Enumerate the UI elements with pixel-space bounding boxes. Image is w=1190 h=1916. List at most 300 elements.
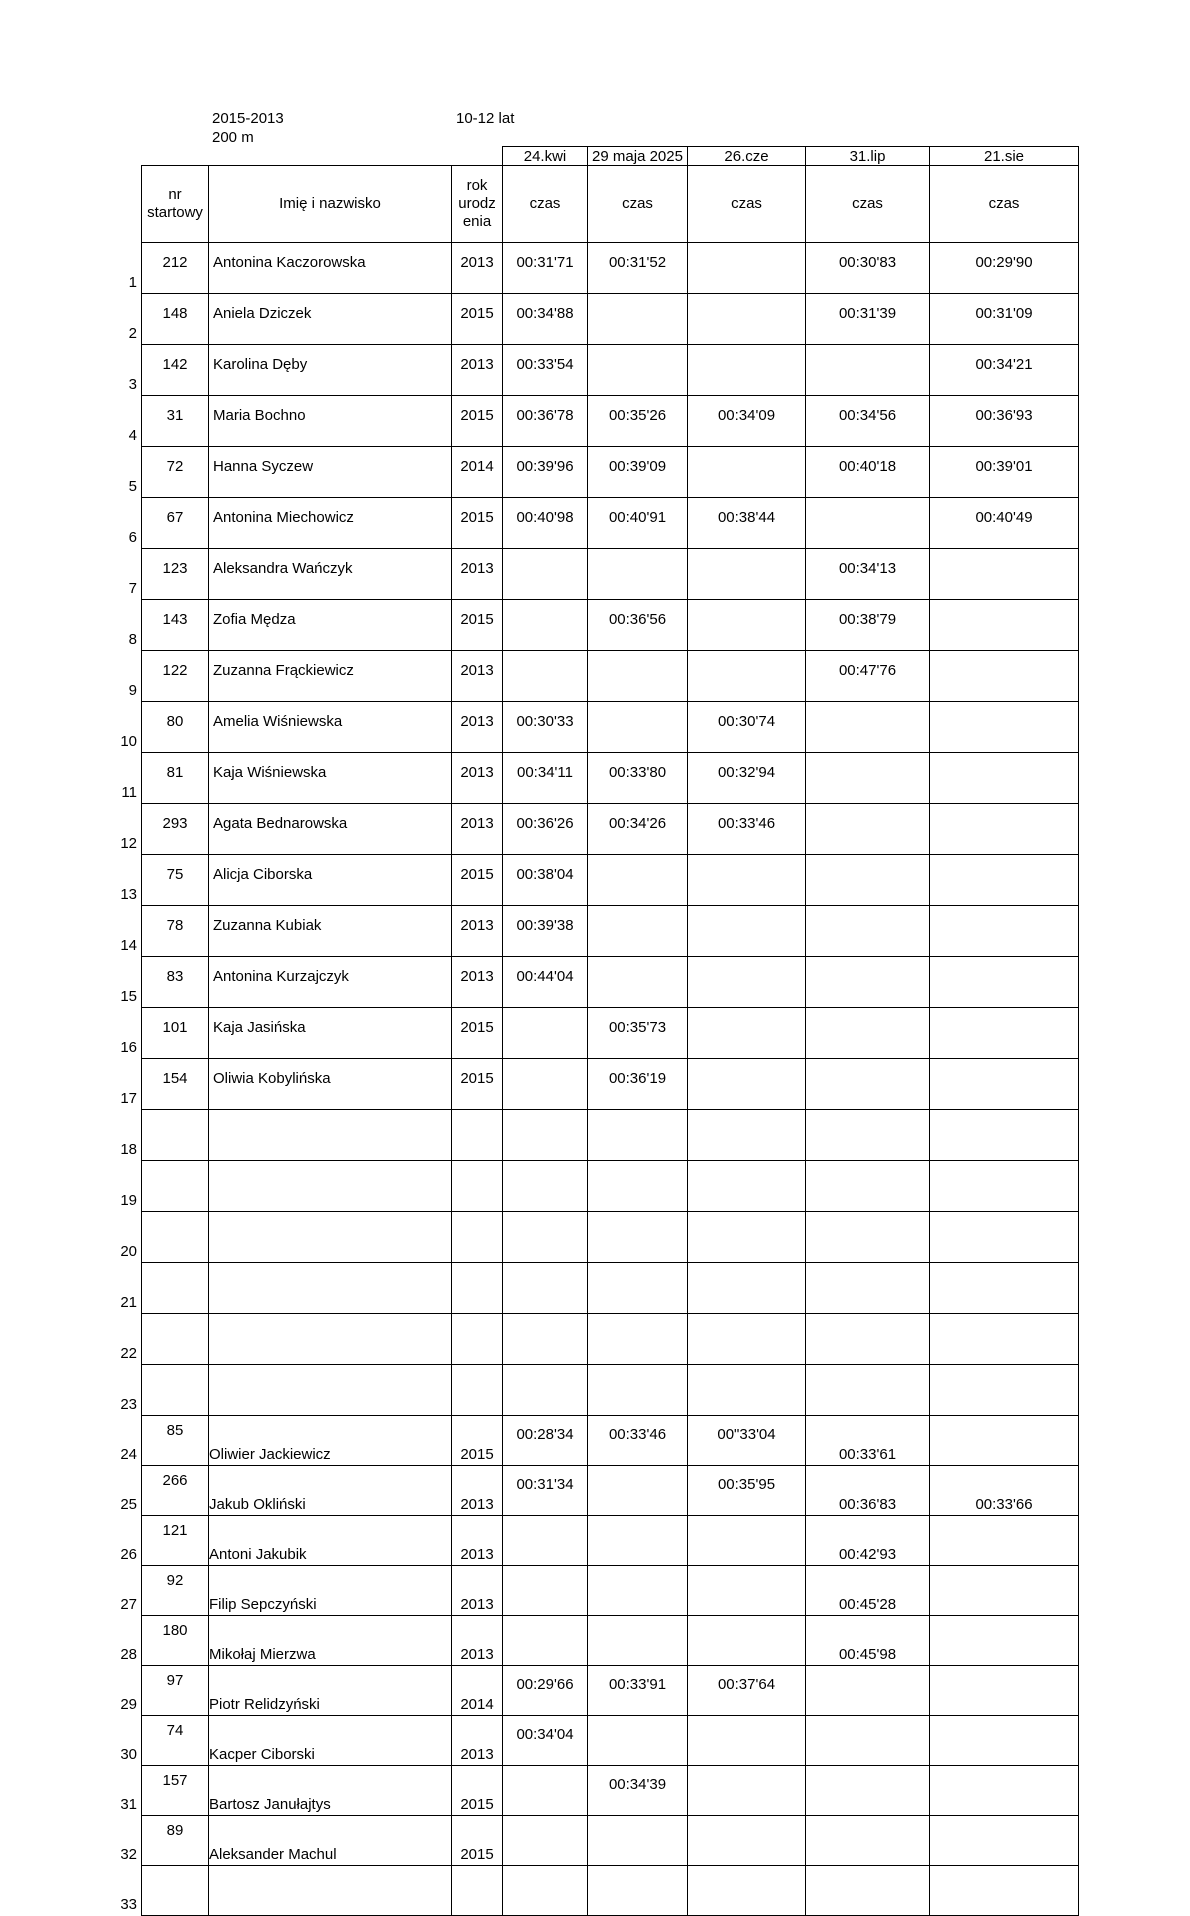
athlete-name: Kaja Jasińska xyxy=(209,1008,452,1059)
result-time: 00:40'98 xyxy=(503,498,588,549)
result-time xyxy=(688,447,806,498)
result-time xyxy=(503,1110,588,1161)
row-number: 27 xyxy=(120,1595,137,1613)
row-number: 28 xyxy=(120,1645,137,1663)
table-row xyxy=(141,1616,1079,1666)
result-time xyxy=(806,1314,930,1365)
birth-year xyxy=(452,1314,503,1365)
result-time xyxy=(688,957,806,1008)
result-time xyxy=(930,702,1079,753)
row-number-cell xyxy=(120,1365,142,1416)
result-time: 00:33'80 xyxy=(588,753,688,804)
birth-year: 2015 xyxy=(452,1816,503,1866)
result-time: 00:47'76 xyxy=(806,651,930,702)
birth-year: 2013 xyxy=(452,1516,503,1566)
birth-year: 2013 xyxy=(452,651,503,702)
result-time xyxy=(806,1161,930,1212)
athlete-name: Amelia Wiśniewska xyxy=(209,702,452,753)
time-header: czas xyxy=(503,166,588,243)
start-number: 157 xyxy=(142,1766,209,1816)
start-number xyxy=(142,1314,209,1365)
birth-year: 2015 xyxy=(452,1416,503,1466)
result-time xyxy=(503,1365,588,1416)
start-number: 293 xyxy=(142,804,209,855)
start-number: 121 xyxy=(142,1516,209,1566)
table-row xyxy=(141,1516,1079,1566)
birth-year: 2013 xyxy=(452,243,503,294)
result-time xyxy=(588,294,688,345)
result-time: 00:34'39 xyxy=(588,1766,688,1816)
result-time xyxy=(503,1314,588,1365)
birth-year: 2013 xyxy=(452,804,503,855)
result-time: 00:34'88 xyxy=(503,294,588,345)
result-time xyxy=(930,855,1079,906)
result-time xyxy=(503,1263,588,1314)
result-time xyxy=(806,957,930,1008)
result-time xyxy=(930,1008,1079,1059)
start-number: 89 xyxy=(142,1816,209,1866)
row-number-cell xyxy=(120,1616,142,1666)
result-time: 00:45'98 xyxy=(806,1616,930,1666)
time-header: czas xyxy=(688,166,806,243)
row-number-cell xyxy=(128,345,142,396)
row-number: 23 xyxy=(120,1395,137,1413)
result-time xyxy=(930,651,1079,702)
row-number: 21 xyxy=(120,1293,137,1311)
result-time: 00:35'26 xyxy=(588,396,688,447)
row-number-cell xyxy=(120,957,142,1008)
result-time: 00:29'66 xyxy=(503,1666,588,1716)
result-time: 00:29'90 xyxy=(930,243,1079,294)
result-time: 00:28'34 xyxy=(503,1416,588,1466)
birth-year: 2015 xyxy=(452,396,503,447)
row-number-cell xyxy=(120,1666,142,1716)
start-number: 212 xyxy=(142,243,209,294)
result-time xyxy=(688,600,806,651)
birth-year: 2015 xyxy=(452,1059,503,1110)
result-time xyxy=(806,1263,930,1314)
athlete-name: Kacper Ciborski xyxy=(209,1716,452,1766)
start-number: 75 xyxy=(142,855,209,906)
result-time: 00:31'39 xyxy=(806,294,930,345)
result-time: 00:36'78 xyxy=(503,396,588,447)
row-number-cell xyxy=(120,1059,142,1110)
table-row xyxy=(141,600,1079,651)
result-time xyxy=(503,1766,588,1816)
time-header: czas xyxy=(930,166,1079,243)
row-number: 7 xyxy=(128,579,137,597)
result-time xyxy=(930,804,1079,855)
row-number-cell xyxy=(128,447,142,498)
result-time xyxy=(930,1263,1079,1314)
result-time xyxy=(688,1516,806,1566)
row-number-cell xyxy=(121,753,142,804)
result-time: 00:38'04 xyxy=(503,855,588,906)
result-time: 00"33'04 xyxy=(688,1416,806,1466)
table-row xyxy=(141,1008,1079,1059)
result-time xyxy=(503,1008,588,1059)
start-number: 143 xyxy=(142,600,209,651)
start-number: 101 xyxy=(142,1008,209,1059)
result-time: 00:35'73 xyxy=(588,1008,688,1059)
result-time xyxy=(806,1212,930,1263)
result-time xyxy=(930,906,1079,957)
athlete-name: Piotr Relidzyński xyxy=(209,1666,452,1716)
row-number: 10 xyxy=(120,732,137,750)
years-range-label: 2015-2013 xyxy=(212,110,284,127)
result-time xyxy=(688,651,806,702)
start-number xyxy=(142,1161,209,1212)
athlete-name: Filip Sepczyński xyxy=(209,1566,452,1616)
result-time xyxy=(930,1866,1079,1916)
result-time xyxy=(688,1212,806,1263)
result-time: 00:40'91 xyxy=(588,498,688,549)
row-number: 31 xyxy=(120,1795,137,1813)
result-time xyxy=(930,1766,1079,1816)
athlete-name: Oliwier Jackiewicz xyxy=(209,1416,452,1466)
start-number: 74 xyxy=(142,1716,209,1766)
athlete-name: Antoni Jakubik xyxy=(209,1516,452,1566)
result-time: 00:45'28 xyxy=(806,1566,930,1616)
birth-year: 2013 xyxy=(452,345,503,396)
row-number: 18 xyxy=(120,1140,137,1158)
row-number-cell xyxy=(120,1816,142,1866)
table-row xyxy=(141,702,1079,753)
table-row xyxy=(141,447,1079,498)
birth-year: 2015 xyxy=(452,855,503,906)
table-row xyxy=(141,1866,1079,1916)
result-time: 00:34'11 xyxy=(503,753,588,804)
table-row xyxy=(141,1314,1079,1365)
result-time xyxy=(503,1212,588,1263)
result-time: 00:33'46 xyxy=(588,1416,688,1466)
row-number-cell xyxy=(120,1866,142,1916)
birth-year xyxy=(452,1365,503,1416)
date-header: 26.cze xyxy=(688,147,806,166)
result-time: 00:33'91 xyxy=(588,1666,688,1716)
result-time: 00:36'83 xyxy=(806,1466,930,1516)
result-time xyxy=(806,1766,930,1816)
result-time xyxy=(930,1816,1079,1866)
result-time: 00:36'19 xyxy=(588,1059,688,1110)
row-number: 8 xyxy=(128,630,137,648)
result-time: 00:36'26 xyxy=(503,804,588,855)
table-row xyxy=(141,1161,1079,1212)
row-number: 12 xyxy=(120,834,137,852)
table-row xyxy=(141,651,1079,702)
row-number: 29 xyxy=(120,1695,137,1713)
row-number: 24 xyxy=(120,1445,137,1463)
row-number-cell xyxy=(120,1161,142,1212)
athlete-name: Karolina Dęby xyxy=(209,345,452,396)
result-time xyxy=(588,957,688,1008)
result-time xyxy=(688,855,806,906)
result-time xyxy=(588,1616,688,1666)
athlete-name: Mikołaj Mierzwa xyxy=(209,1616,452,1666)
result-time xyxy=(588,345,688,396)
row-number-cell xyxy=(128,498,142,549)
birth-year xyxy=(452,1212,503,1263)
result-time xyxy=(588,1466,688,1516)
result-time: 00:34'21 xyxy=(930,345,1079,396)
start-number: 85 xyxy=(142,1416,209,1466)
result-time xyxy=(930,600,1079,651)
result-time xyxy=(806,855,930,906)
row-number-cell xyxy=(128,243,142,294)
row-number-cell xyxy=(128,396,142,447)
result-time xyxy=(588,1516,688,1566)
result-time xyxy=(588,1314,688,1365)
row-number: 26 xyxy=(120,1545,137,1563)
row-number: 32 xyxy=(120,1845,137,1863)
row-number: 4 xyxy=(128,426,137,444)
result-time: 00:34'26 xyxy=(588,804,688,855)
result-time xyxy=(806,1008,930,1059)
result-time xyxy=(688,1314,806,1365)
row-number: 1 xyxy=(128,273,137,291)
result-time: 00:33'46 xyxy=(688,804,806,855)
birth-year xyxy=(452,1110,503,1161)
result-time: 00:40'18 xyxy=(806,447,930,498)
result-time xyxy=(503,1816,588,1866)
row-number-cell xyxy=(120,1566,142,1616)
start-number: 142 xyxy=(142,345,209,396)
start-number xyxy=(142,1365,209,1416)
start-number: 78 xyxy=(142,906,209,957)
row-number-cell xyxy=(128,294,142,345)
result-time xyxy=(806,1365,930,1416)
table-row xyxy=(141,1059,1079,1110)
birth-year-header: rok urodz enia xyxy=(452,166,503,243)
result-time: 00:40'49 xyxy=(930,498,1079,549)
result-time: 00:42'93 xyxy=(806,1516,930,1566)
birth-year: 2015 xyxy=(452,1766,503,1816)
birth-year: 2013 xyxy=(452,549,503,600)
date-header: 21.sie xyxy=(930,147,1079,166)
start-number: 67 xyxy=(142,498,209,549)
row-number-cell xyxy=(128,651,142,702)
result-time xyxy=(930,1161,1079,1212)
result-time xyxy=(503,1516,588,1566)
row-number: 9 xyxy=(128,681,137,699)
result-time xyxy=(503,651,588,702)
row-number: 13 xyxy=(120,885,137,903)
result-time: 00:39'01 xyxy=(930,447,1079,498)
birth-year: 2013 xyxy=(452,906,503,957)
row-number: 14 xyxy=(120,936,137,954)
result-time xyxy=(930,1212,1079,1263)
result-time xyxy=(688,549,806,600)
athlete-name: Aleksander Machul xyxy=(209,1816,452,1866)
result-time xyxy=(930,1666,1079,1716)
result-time xyxy=(688,294,806,345)
start-number-header: nr startowy xyxy=(142,166,209,243)
table-row xyxy=(141,1110,1079,1161)
row-number: 17 xyxy=(120,1089,137,1107)
birth-year: 2014 xyxy=(452,447,503,498)
table-row xyxy=(141,957,1079,1008)
row-number-cell xyxy=(120,702,142,753)
result-time xyxy=(806,498,930,549)
athlete-name xyxy=(209,1263,452,1314)
result-time: 00:34'13 xyxy=(806,549,930,600)
table-row xyxy=(141,855,1079,906)
result-time xyxy=(688,906,806,957)
result-time xyxy=(930,1110,1079,1161)
row-number: 5 xyxy=(128,477,137,495)
table-row xyxy=(141,294,1079,345)
result-time xyxy=(930,753,1079,804)
athlete-name: Oliwia Kobylińska xyxy=(209,1059,452,1110)
result-time xyxy=(688,1161,806,1212)
table-row xyxy=(141,1666,1079,1716)
start-number: 122 xyxy=(142,651,209,702)
result-time: 00:32'94 xyxy=(688,753,806,804)
start-number: 83 xyxy=(142,957,209,1008)
row-number: 15 xyxy=(120,987,137,1005)
row-number: 30 xyxy=(120,1745,137,1763)
start-number: 31 xyxy=(142,396,209,447)
results-table xyxy=(120,146,1079,1916)
result-time xyxy=(588,1161,688,1212)
row-number-cell xyxy=(128,549,142,600)
result-time: 00:34'09 xyxy=(688,396,806,447)
result-time xyxy=(688,1059,806,1110)
table-row xyxy=(141,1816,1079,1866)
result-time xyxy=(930,549,1079,600)
table-row xyxy=(141,498,1079,549)
athlete-name xyxy=(209,1110,452,1161)
result-time: 00:37'64 xyxy=(688,1666,806,1716)
birth-year xyxy=(452,1866,503,1916)
result-time: 00:31'34 xyxy=(503,1466,588,1516)
result-time xyxy=(806,1716,930,1766)
birth-year: 2013 xyxy=(452,1466,503,1516)
row-number: 19 xyxy=(120,1191,137,1209)
result-time xyxy=(503,1566,588,1616)
start-number: 180 xyxy=(142,1616,209,1666)
result-time xyxy=(930,1314,1079,1365)
result-time: 00:30'33 xyxy=(503,702,588,753)
row-number-cell xyxy=(120,1766,142,1816)
table-row xyxy=(141,1263,1079,1314)
result-time xyxy=(930,1059,1079,1110)
row-number: 16 xyxy=(120,1038,137,1056)
start-number xyxy=(142,1110,209,1161)
athlete-name: Aleksandra Wańczyk xyxy=(209,549,452,600)
result-time xyxy=(588,1716,688,1766)
time-header: czas xyxy=(588,166,688,243)
result-time xyxy=(688,1616,806,1666)
distance-label: 200 m xyxy=(212,129,254,146)
result-time xyxy=(930,957,1079,1008)
birth-year: 2015 xyxy=(452,498,503,549)
result-time: 00:39'38 xyxy=(503,906,588,957)
result-time xyxy=(688,243,806,294)
row-number: 33 xyxy=(120,1895,137,1913)
date-header: 29 maja 2025 xyxy=(588,147,688,166)
start-number: 123 xyxy=(142,549,209,600)
result-time xyxy=(930,1416,1079,1466)
table-row xyxy=(141,243,1079,294)
result-time xyxy=(688,1263,806,1314)
row-number-cell xyxy=(120,1263,142,1314)
athlete-name: Zuzanna Frąckiewicz xyxy=(209,651,452,702)
start-number: 97 xyxy=(142,1666,209,1716)
result-time xyxy=(806,1110,930,1161)
result-time: 00:38'79 xyxy=(806,600,930,651)
row-number-cell xyxy=(120,804,142,855)
result-time xyxy=(503,1059,588,1110)
result-time xyxy=(688,1716,806,1766)
row-number-cell xyxy=(120,1466,142,1516)
result-time: 00:39'09 xyxy=(588,447,688,498)
row-number: 3 xyxy=(128,375,137,393)
result-time xyxy=(688,1110,806,1161)
athlete-name: Antonina Kaczorowska xyxy=(209,243,452,294)
result-time: 00:30'74 xyxy=(688,702,806,753)
result-time: 00:34'56 xyxy=(806,396,930,447)
row-number-cell xyxy=(120,1516,142,1566)
birth-year xyxy=(452,1161,503,1212)
result-time: 00:31'71 xyxy=(503,243,588,294)
result-time xyxy=(588,1816,688,1866)
result-time xyxy=(930,1616,1079,1666)
athlete-name xyxy=(209,1365,452,1416)
athlete-name: Antonina Kurzajczyk xyxy=(209,957,452,1008)
result-time xyxy=(588,906,688,957)
result-time xyxy=(806,1666,930,1716)
result-time xyxy=(588,1110,688,1161)
table-row xyxy=(141,1766,1079,1816)
result-time xyxy=(806,345,930,396)
athlete-name xyxy=(209,1866,452,1916)
result-time xyxy=(588,1866,688,1916)
athlete-name: Agata Bednarowska xyxy=(209,804,452,855)
birth-year: 2013 xyxy=(452,1616,503,1666)
row-number-cell xyxy=(120,855,142,906)
start-number xyxy=(142,1866,209,1916)
result-time xyxy=(806,753,930,804)
row-number-cell xyxy=(128,600,142,651)
result-time: 00:44'04 xyxy=(503,957,588,1008)
age-group-label: 10-12 lat xyxy=(456,110,515,127)
result-time xyxy=(588,855,688,906)
result-time: 00:38'44 xyxy=(688,498,806,549)
athlete-name: Zuzanna Kubiak xyxy=(209,906,452,957)
athlete-name: Maria Bochno xyxy=(209,396,452,447)
result-time: 00:36'56 xyxy=(588,600,688,651)
result-time xyxy=(930,1516,1079,1566)
result-time: 00:33'66 xyxy=(930,1466,1079,1516)
athlete-name: Antonina Miechowicz xyxy=(209,498,452,549)
result-time xyxy=(688,1766,806,1816)
result-time xyxy=(688,1365,806,1416)
row-number-cell xyxy=(120,1212,142,1263)
result-time: 00:30'83 xyxy=(806,243,930,294)
row-number: 6 xyxy=(128,528,137,546)
row-number: 2 xyxy=(128,324,137,342)
row-number-cell xyxy=(120,906,142,957)
table-row xyxy=(141,1212,1079,1263)
row-number-cell xyxy=(120,1110,142,1161)
row-number: 22 xyxy=(120,1344,137,1362)
table-row xyxy=(141,1566,1079,1616)
table-row xyxy=(141,549,1079,600)
athlete-name xyxy=(209,1161,452,1212)
table-row xyxy=(141,804,1079,855)
start-number: 154 xyxy=(142,1059,209,1110)
